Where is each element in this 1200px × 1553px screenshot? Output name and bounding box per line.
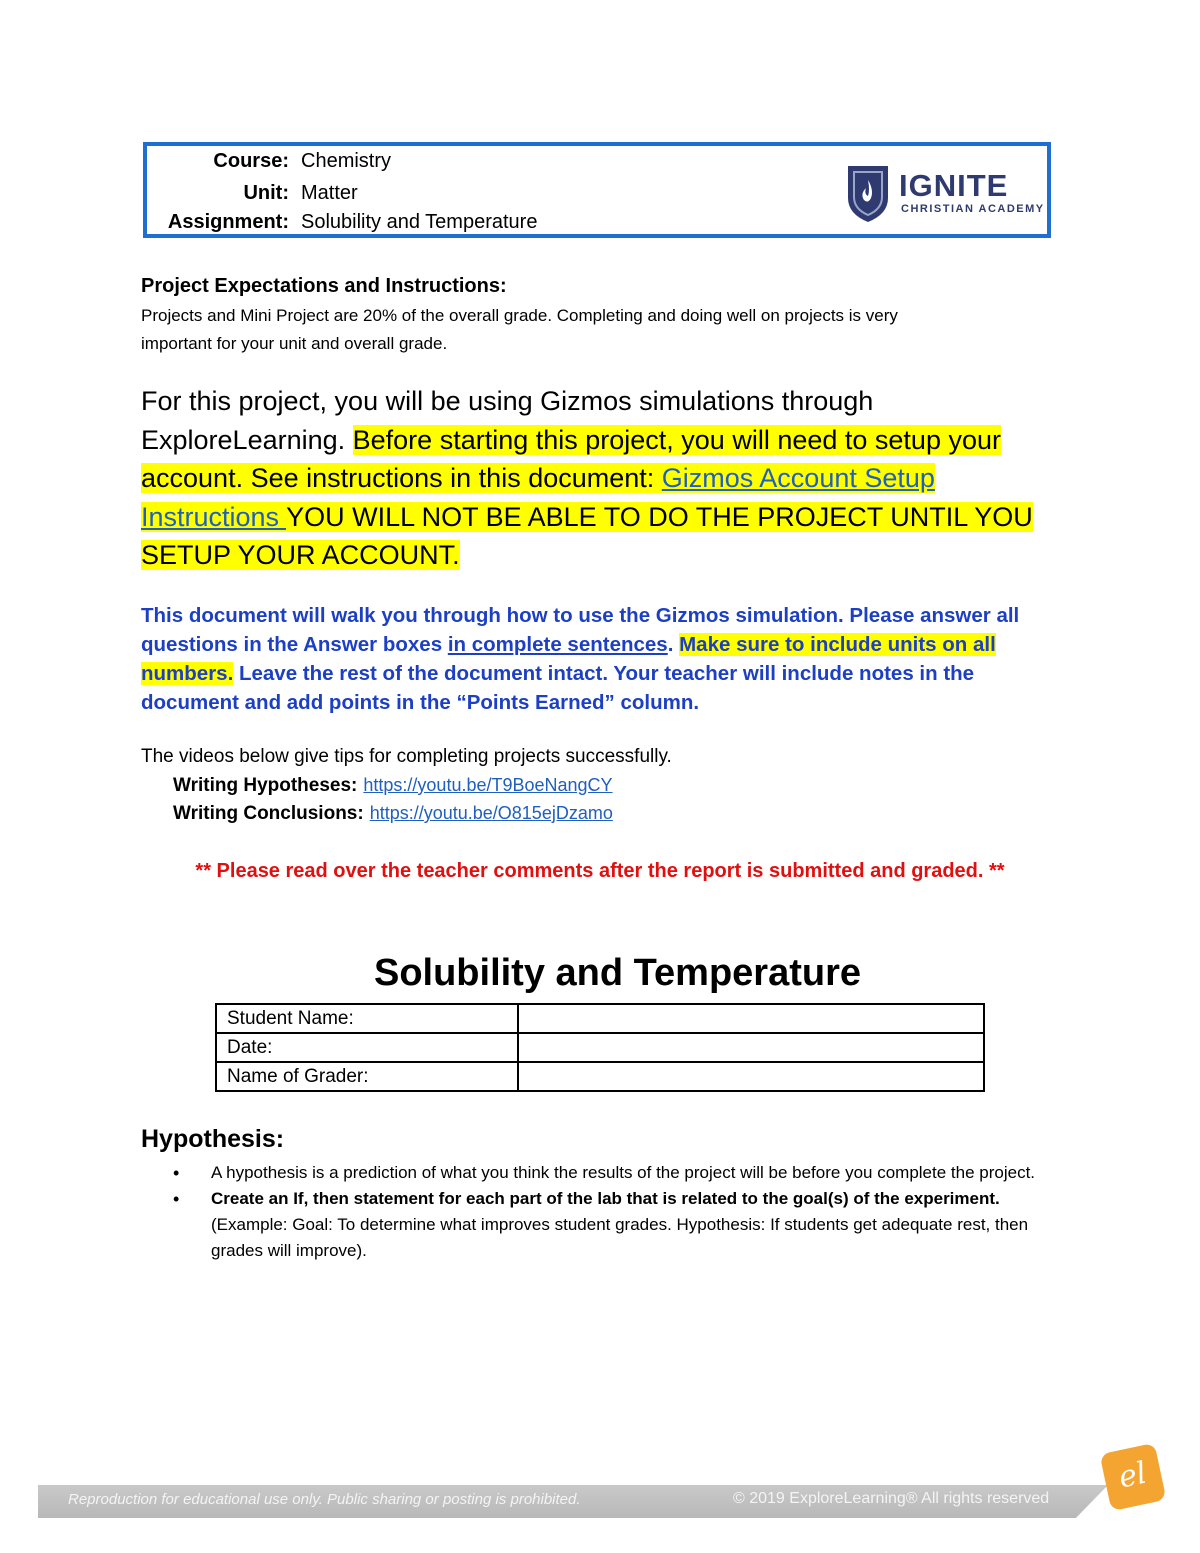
expectations-heading: Project Expectations and Instructions: bbox=[141, 275, 507, 297]
walkthrough-text-3: Leave the rest of the document intact. Your teacher will include notes in the document and add points in the “Points Earned” column. bbox=[141, 662, 975, 714]
student-name-label: Student Name: bbox=[216, 1004, 518, 1033]
gizmos-setup-link[interactable]: Gizmos Account Setup Instructions bbox=[141, 463, 935, 532]
walkthrough-instructions bbox=[141, 601, 1051, 717]
conclusions-video-link[interactable]: https://youtu.be/O815ejDzamo bbox=[369, 803, 613, 823]
if-then-example: (Example: Goal: To determine what improves student grades. Hypothesis: If students get adequate rest, then grades will improve). bbox=[211, 1215, 1029, 1260]
date-field[interactable] bbox=[518, 1033, 984, 1062]
document-title: Solubility and Temperature bbox=[373, 952, 862, 994]
course-header-box bbox=[143, 142, 1051, 238]
conclusions-video-row bbox=[173, 803, 613, 825]
table-row bbox=[216, 1004, 984, 1033]
student-name-field[interactable] bbox=[518, 1004, 984, 1033]
footer-reproduction-notice: Reproduction for educational use only. Public sharing or posting is prohibited. bbox=[68, 1491, 581, 1508]
if-then-instruction: Create an If, then statement for each part of the lab that is related to the goal(s) of the experiment. bbox=[211, 1189, 1000, 1208]
conclusions-video-label: Writing Conclusions: bbox=[173, 803, 364, 824]
walkthrough-text-2: . bbox=[667, 633, 680, 656]
complete-sentences-text: in complete sentences bbox=[447, 633, 668, 656]
hypotheses-video-label: Writing Hypotheses: bbox=[173, 775, 358, 796]
teacher-comments-note: ** Please read over the teacher comments after the report is submitted and graded. ** bbox=[195, 860, 1005, 882]
list-item bbox=[211, 1160, 1071, 1186]
hypotheses-video-row bbox=[173, 775, 613, 797]
logo-title: IGNITE bbox=[899, 168, 1009, 203]
list-item bbox=[211, 1186, 1071, 1264]
footer-copyright: © 2019 ExploreLearning® All rights reserved bbox=[733, 1490, 1050, 1507]
expectations-line-1: Projects and Mini Project are 20% of the overall grade. Completing and doing well on projects is very bbox=[141, 306, 898, 325]
must-setup-warning: YOU WILL NOT BE ABLE TO DO THE PROJECT UNTIL YOU SETUP YOUR ACCOUNT. bbox=[141, 501, 1033, 570]
hypothesis-list bbox=[141, 1160, 1071, 1264]
unit-value: Matter bbox=[301, 182, 358, 204]
assignment-label: Assignment: bbox=[167, 211, 289, 233]
assignment-value: Solubility and Temperature bbox=[301, 211, 538, 233]
hypothesis-definition: A hypothesis is a prediction of what you think the results of the project will be before you complete the project. bbox=[211, 1163, 1036, 1182]
grader-name-field[interactable] bbox=[518, 1062, 984, 1091]
table-row bbox=[216, 1062, 984, 1091]
course-value: Chemistry bbox=[301, 150, 392, 172]
unit-label: Unit: bbox=[243, 182, 289, 204]
gizmos-instructions bbox=[141, 382, 1051, 575]
explorelearning-logo: el bbox=[1100, 1443, 1167, 1511]
setup-warning-text: Before starting this project, you will need to setup your account. See instructions in this document: bbox=[141, 424, 1001, 493]
grader-name-label: Name of Grader: bbox=[216, 1062, 518, 1091]
table-row bbox=[216, 1033, 984, 1062]
student-info-table bbox=[215, 1003, 985, 1092]
hypotheses-video-link[interactable]: https://youtu.be/T9BoeNangCY bbox=[363, 775, 613, 795]
course-label: Course: bbox=[213, 150, 289, 172]
units-highlight-text: Make sure to include units on all numbers. bbox=[141, 633, 996, 685]
date-label: Date: bbox=[216, 1033, 518, 1062]
videos-intro: The videos below give tips for completing projects successfully. bbox=[141, 746, 672, 767]
gizmos-intro-text: For this project, you will be using Gizmos simulations through ExploreLearning. bbox=[141, 386, 874, 455]
walkthrough-text-1: This document will walk you through how to use the Gizmos simulation. Please answer all questions in the Answer boxes bbox=[141, 604, 1020, 656]
ignite-shield-icon bbox=[844, 162, 892, 224]
hypothesis-heading: Hypothesis: bbox=[141, 1125, 285, 1153]
logo-subtitle: CHRISTIAN ACADEMY bbox=[901, 203, 1045, 215]
expectations-line-2: important for your unit and overall grade. bbox=[141, 334, 448, 353]
